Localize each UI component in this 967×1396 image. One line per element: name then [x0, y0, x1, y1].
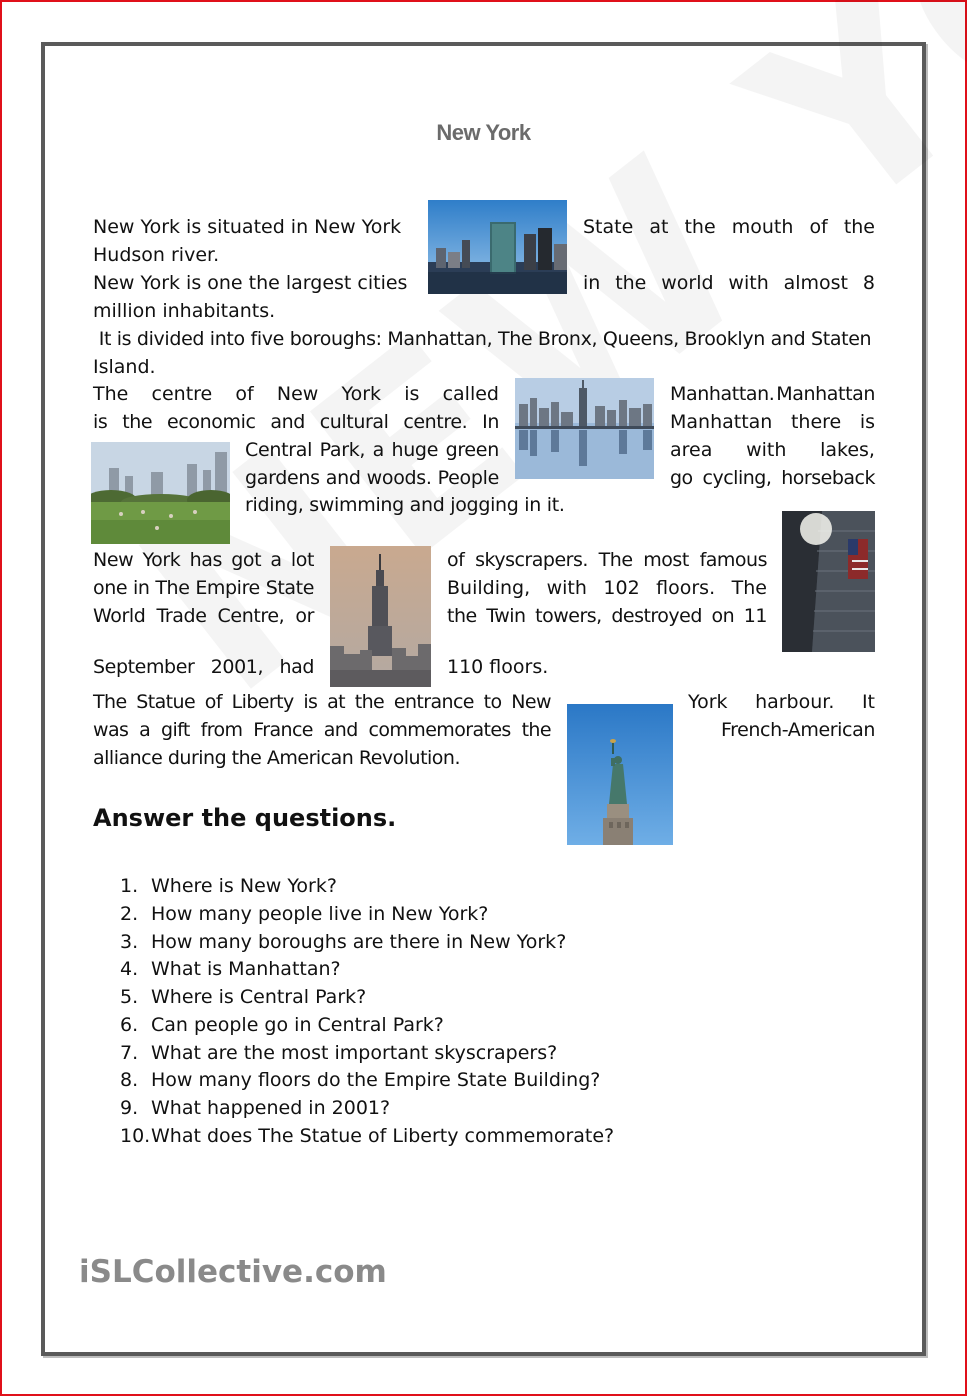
empire-state-building-photo	[330, 546, 431, 687]
text-line-12a: New York has got a lot	[93, 549, 314, 571]
text-line-1a: New York is situated in New York	[93, 216, 402, 238]
text-line-8a: is the economic and cultural centre. In	[93, 411, 499, 433]
text-line-6: Island.	[93, 356, 156, 378]
question-10: 10.What does The Statue of Liberty commemorate?	[120, 1125, 615, 1147]
text-line-7b: Manhattan. Manhattan	[670, 383, 875, 405]
question-8: 8. How many floors do the Empire State Building?	[120, 1069, 601, 1091]
question-3: 3. How many boroughs are there in New York?	[120, 931, 567, 953]
page-title: New York	[436, 120, 531, 145]
text-line-1b: State at the mouth of the	[583, 216, 875, 238]
question-5: 5. Where is Central Park?	[120, 986, 367, 1008]
text-line-10b: go cycling, horseback	[670, 467, 875, 489]
text-line-14a: World Trade Centre, or	[93, 605, 314, 627]
text-line-5: It is divided into five boroughs: Manhattan, The Bronx, Queens, Brooklyn and Staten	[93, 328, 872, 350]
text-line-15a: September 2001, had	[93, 656, 314, 678]
text-line-9b: area with lakes,	[670, 439, 875, 461]
text-line-13b: Building, with 102 floors. The	[447, 577, 767, 599]
central-park-photo	[91, 442, 230, 544]
text-line-16b: York harbour. It	[688, 691, 875, 713]
text-line-4: million inhabitants.	[93, 300, 276, 322]
question-2: 2. How many people live in New York?	[120, 903, 489, 925]
text-line-3b: in the world with almost 8	[583, 272, 875, 294]
questions-heading: Answer the questions.	[93, 804, 397, 832]
question-9: 9. What happened in 2001?	[120, 1097, 391, 1119]
question-7: 7. What are the most important skyscrapers?	[120, 1042, 558, 1064]
text-line-11: riding, swimming and jogging in it.	[245, 494, 565, 516]
text-line-14b: the Twin towers, destroyed on 11	[447, 605, 767, 627]
skyscraper-flag-photo	[782, 511, 875, 652]
text-line-9a: Central Park, a huge green	[245, 439, 499, 461]
text-line-8b: Manhattan there is	[670, 411, 875, 433]
un-skyline-photo	[428, 200, 567, 294]
manhattan-reflection-photo	[515, 378, 654, 479]
statue-of-liberty-photo	[567, 704, 673, 845]
question-4: 4. What is Manhattan?	[120, 958, 341, 980]
text-line-17a: was a gift from France and commemorates the	[93, 719, 551, 741]
text-line-12b: of skyscrapers. The most famous	[447, 549, 767, 571]
text-line-10a: gardens and woods. People	[245, 467, 499, 489]
text-line-18: alliance during the American Revolution.	[93, 747, 461, 769]
text-line-13a: one in The Empire State	[93, 577, 314, 599]
text-line-15b: 110 floors.	[447, 656, 549, 678]
text-line-3a: New York is one the largest cities	[93, 272, 408, 294]
question-6: 6. Can people go in Central Park?	[120, 1014, 444, 1036]
brand-logo-text: iSLCollective.com	[79, 1254, 387, 1290]
question-1: 1. Where is New York?	[120, 875, 337, 897]
text-line-7a: The centre of New York is called	[93, 383, 499, 405]
text-line-17b: French-American	[720, 719, 875, 741]
text-line-16a: The Statue of Liberty is at the entrance to New	[93, 691, 551, 713]
text-line-2: Hudson river.	[93, 244, 220, 266]
